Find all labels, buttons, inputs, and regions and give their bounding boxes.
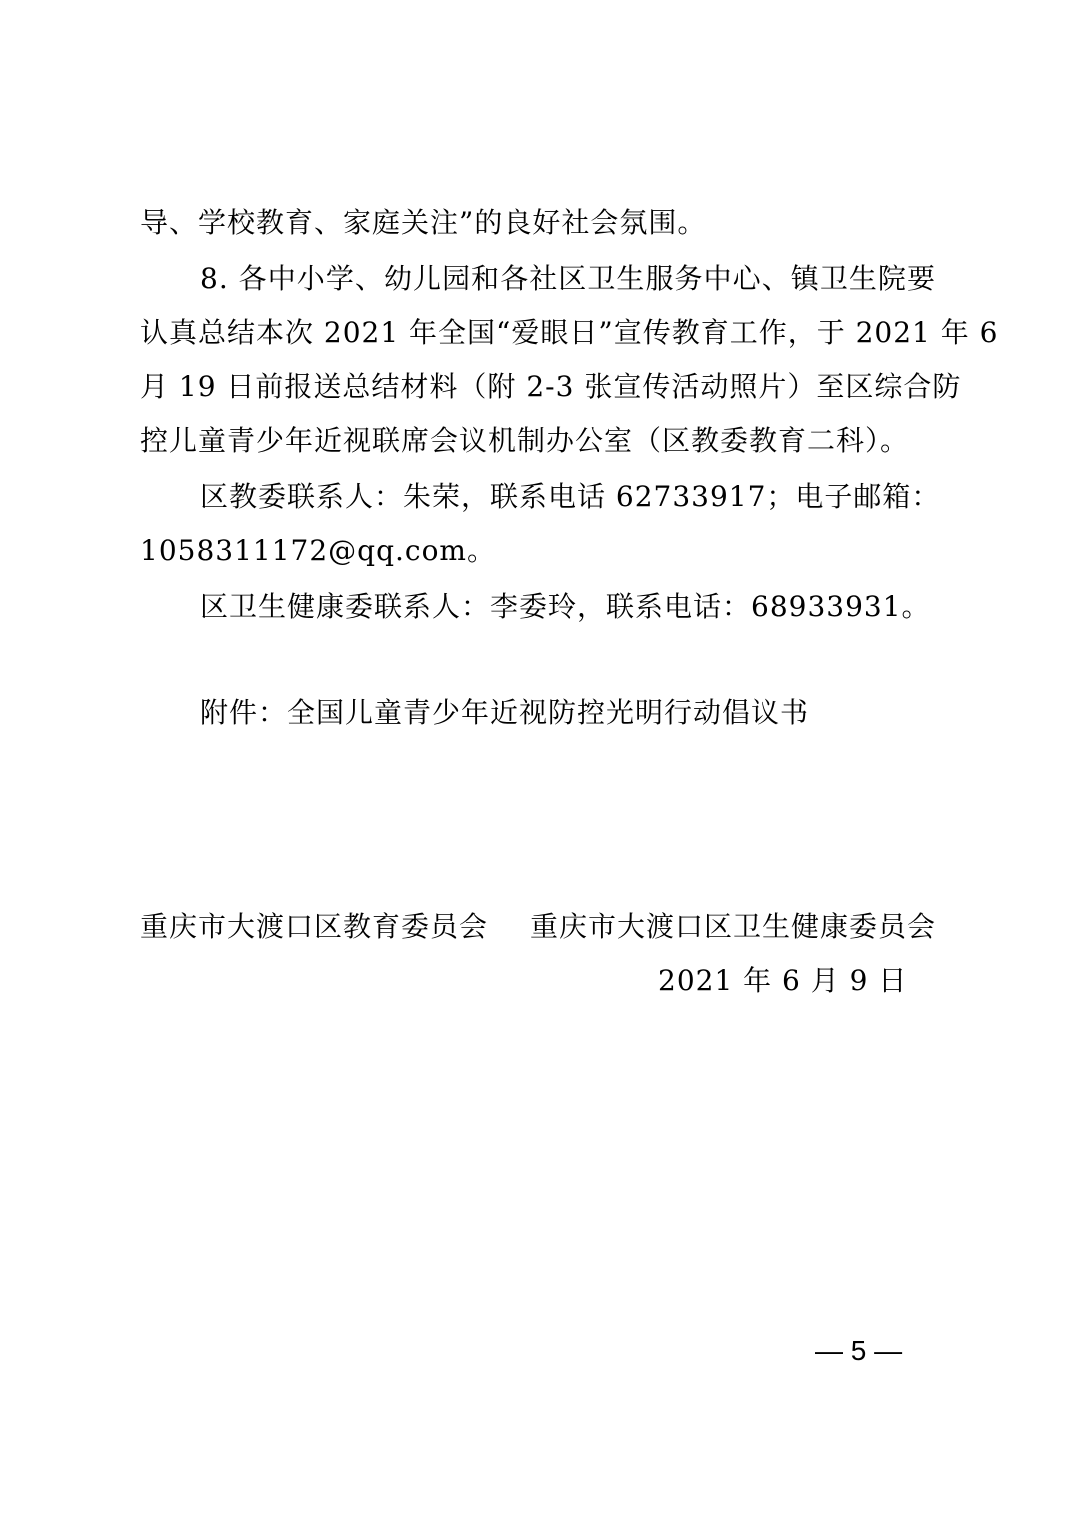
email-address: 1058311172@qq.com。 <box>140 534 496 567</box>
education-contact-line: 区教委联系人：朱荣，联系电话 62733917；电子邮箱： <box>200 480 941 513</box>
body-text-line: 月 19 日前报送总结材料（附 2-3 张宣传活动照片）至区综合防 <box>140 370 962 403</box>
item-8-text-line: 8. 各中小学、幼儿园和各社区卫生服务中心、镇卫生院要 <box>200 262 936 295</box>
health-contact-line: 区卫生健康委联系人：李委玲，联系电话：68933931。 <box>200 590 931 623</box>
body-text-line: 控儿童青少年近视联席会议机制办公室（区教委教育二科）。 <box>140 424 910 457</box>
signature-education-committee: 重庆市大渡口区教育委员会 <box>140 910 489 943</box>
page-number: — 5 — <box>815 1335 903 1366</box>
body-text-line: 认真总结本次 2021 年全国“爱眼日”宣传教育工作，于 2021 年 6 <box>140 316 999 349</box>
signature-health-committee: 重庆市大渡口区卫生健康委员会 <box>530 910 937 943</box>
document-date: 2021 年 6 月 9 日 <box>658 964 908 997</box>
body-text-line: 导、学校教育、家庭关注”的良好社会氛围。 <box>140 206 707 239</box>
attachment-line: 附件：全国儿童青少年近视防控光明行动倡议书 <box>200 696 810 729</box>
